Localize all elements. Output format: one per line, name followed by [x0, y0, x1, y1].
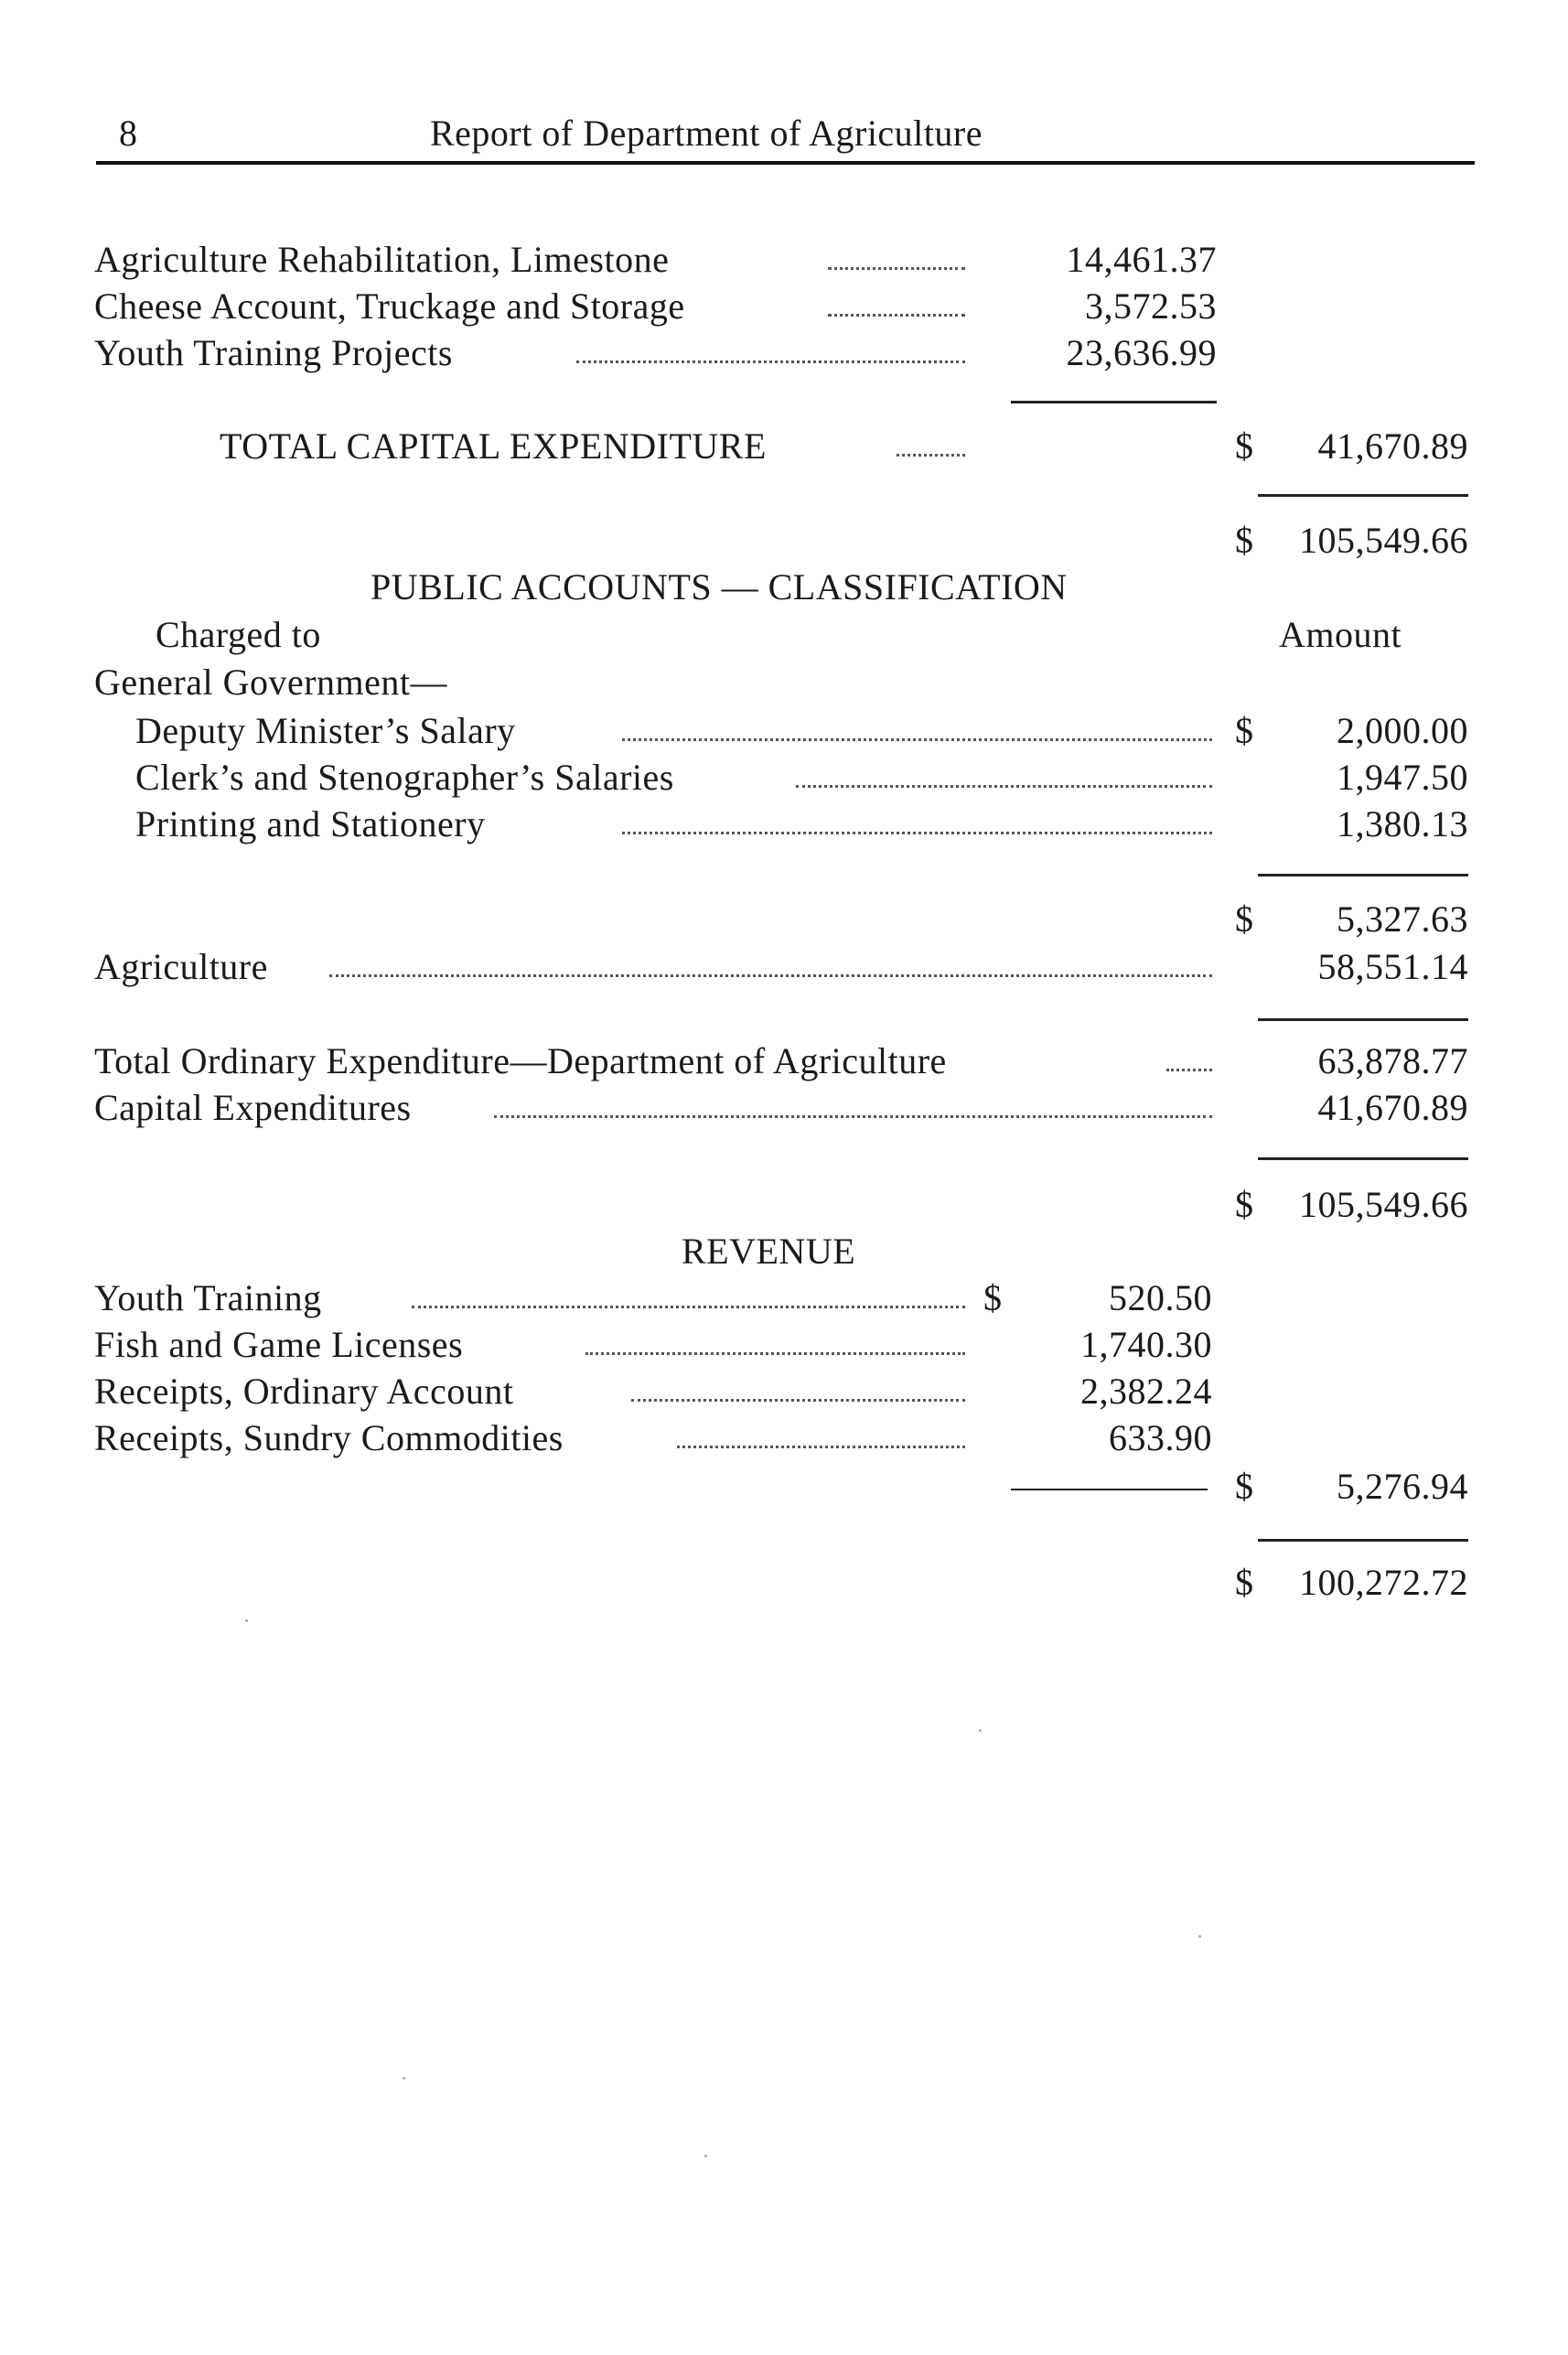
capital-item-label: Cheese Account, Truckage and Storage — [94, 285, 685, 327]
page-number: 8 — [119, 113, 138, 154]
leader-dots — [631, 1399, 965, 1402]
general-government-label: General Government— — [94, 661, 448, 703]
agriculture-label: Agriculture — [94, 946, 268, 987]
revenue-amount: 2,382.24 — [1080, 1371, 1212, 1412]
paper-speck — [403, 2077, 405, 2080]
capital-expenditures-label: Capital Expenditures — [94, 1087, 412, 1128]
revenue-amount: 520.50 — [1109, 1277, 1212, 1318]
leader-dots — [1166, 1069, 1212, 1071]
charged-to-label: Charged to — [156, 614, 321, 655]
expense-amount: 1,947.50 — [1337, 757, 1468, 798]
expense-label: Clerk’s and Stenographer’s Salaries — [135, 757, 674, 798]
net-total-amount: 100,272.72 — [1299, 1562, 1468, 1603]
dollar-sign: $ — [1235, 520, 1254, 561]
capital-item-label: Youth Training Projects — [94, 332, 453, 373]
leader-dots — [828, 314, 965, 317]
sum-rule — [1258, 1539, 1468, 1542]
capital-item-label: Agriculture Rehabilitation, Limestone — [94, 239, 670, 280]
sum-rule — [1258, 1018, 1468, 1021]
paper-speck — [704, 2155, 707, 2157]
capital-item-amount: 23,636.99 — [1066, 332, 1217, 373]
revenue-label: Youth Training — [94, 1277, 322, 1318]
leader-dots — [677, 1446, 965, 1448]
revenue-amount: 633.90 — [1109, 1417, 1212, 1458]
sum-rule — [1258, 1157, 1468, 1160]
revenue-label: Receipts, Ordinary Account — [94, 1371, 514, 1412]
grand-total-amount: 105,549.66 — [1299, 520, 1468, 561]
expense-label: Printing and Stationery — [135, 803, 486, 844]
total-capital-amount: 41,670.89 — [1317, 425, 1468, 467]
leader-dots — [622, 738, 1212, 741]
leader-dots — [828, 267, 965, 270]
sum-rule — [1258, 874, 1468, 876]
paper-speck — [1198, 1935, 1201, 1938]
dollar-sign: $ — [1235, 425, 1254, 467]
sum-rule — [1258, 494, 1468, 497]
sum-rule — [1011, 1489, 1208, 1490]
dollar-sign: $ — [1235, 1466, 1254, 1507]
section-heading: PUBLIC ACCOUNTS — CLASSIFICATION — [371, 566, 1068, 608]
ordinary-expenditure-amount: 63,878.77 — [1317, 1040, 1468, 1081]
leader-dots — [412, 1306, 965, 1308]
leader-dots — [796, 785, 1212, 788]
expense-amount: 2,000.00 — [1337, 710, 1468, 751]
header-rule — [96, 161, 1475, 165]
section-heading: REVENUE — [682, 1231, 856, 1272]
paper-speck — [979, 1729, 982, 1732]
dollar-sign: $ — [1235, 710, 1254, 751]
dollar-sign: $ — [1235, 1562, 1254, 1603]
dollar-sign: $ — [1235, 1184, 1254, 1225]
revenue-label: Fish and Game Licenses — [94, 1324, 464, 1365]
paper-speck — [245, 1619, 248, 1622]
leader-dots — [585, 1352, 965, 1355]
page-title: Report of Department of Agriculture — [430, 113, 983, 154]
capital-expenditures-amount: 41,670.89 — [1317, 1087, 1468, 1128]
public-accounts-total: 105,549.66 — [1299, 1184, 1468, 1225]
leader-dots — [576, 360, 965, 363]
capital-item-amount: 3,572.53 — [1085, 285, 1217, 327]
capital-item-amount: 14,461.37 — [1066, 239, 1217, 280]
leader-dots — [897, 454, 965, 457]
agriculture-amount: 58,551.14 — [1317, 946, 1468, 987]
revenue-amount: 1,740.30 — [1080, 1324, 1212, 1365]
expense-amount: 1,380.13 — [1337, 803, 1468, 844]
subtotal-amount: 5,327.63 — [1337, 898, 1468, 940]
revenue-total-amount: 5,276.94 — [1337, 1466, 1468, 1507]
leader-dots — [494, 1115, 1212, 1118]
dollar-sign: $ — [983, 1277, 1003, 1318]
leader-dots — [622, 832, 1212, 834]
revenue-label: Receipts, Sundry Commodities — [94, 1417, 564, 1458]
leader-dots — [329, 974, 1212, 977]
expense-label: Deputy Minister’s Salary — [135, 710, 516, 751]
amount-header: Amount — [1279, 614, 1402, 655]
sum-rule — [1011, 401, 1217, 403]
ordinary-expenditure-label: Total Ordinary Expenditure—Department of Agriculture — [94, 1040, 947, 1081]
dollar-sign: $ — [1235, 898, 1254, 940]
total-capital-label: TOTAL CAPITAL EXPENDITURE — [220, 425, 767, 467]
